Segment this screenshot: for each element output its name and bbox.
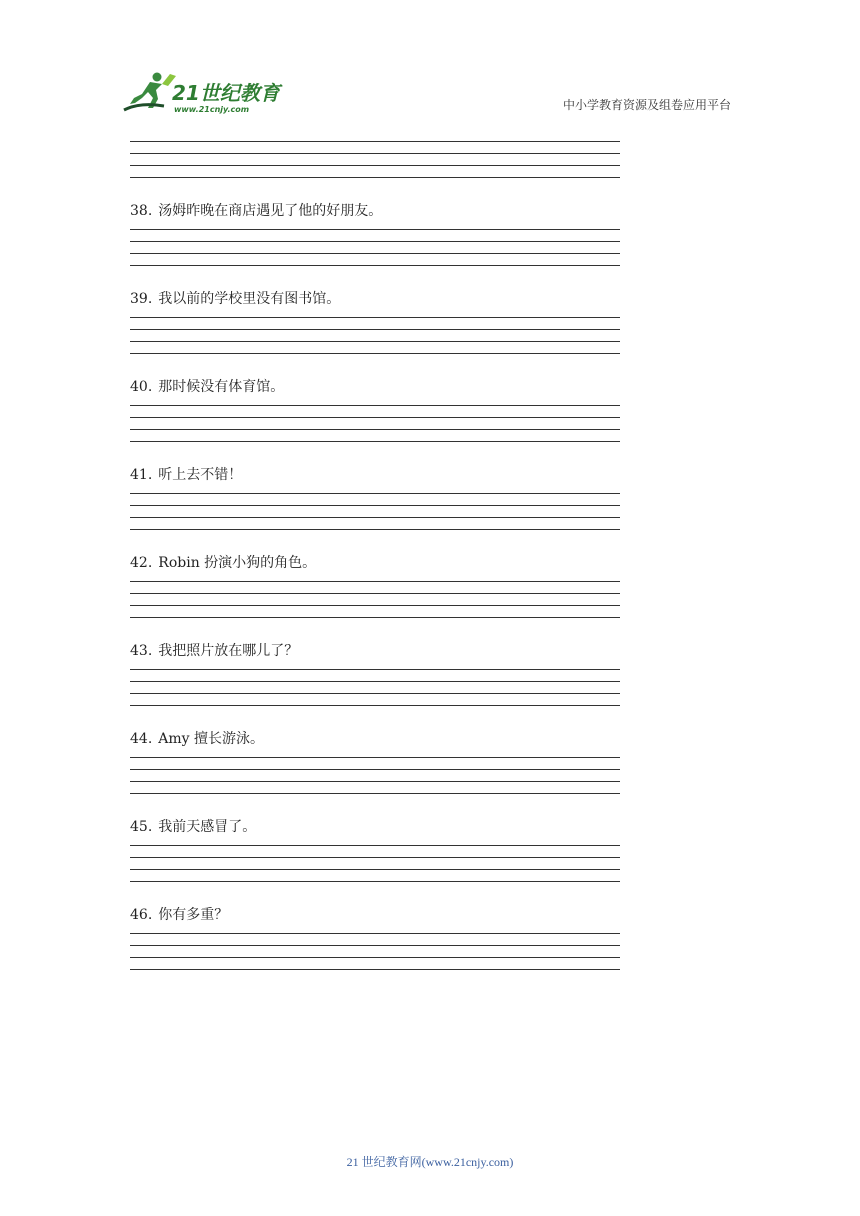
answer-line[interactable]: [130, 242, 620, 254]
answer-line[interactable]: [130, 230, 620, 242]
question-item: [130, 706, 620, 794]
question-sentence: 那时候没有体育馆。: [158, 379, 285, 395]
answer-line[interactable]: [130, 318, 620, 330]
question-item: [130, 530, 620, 618]
answer-line[interactable]: [130, 870, 620, 882]
answer-line[interactable]: [130, 506, 620, 518]
answer-lines[interactable]: [130, 842, 620, 882]
answer-lines[interactable]: [130, 314, 620, 354]
answer-line[interactable]: [130, 594, 620, 606]
question-number: 39: [130, 291, 148, 307]
question-text: 46. 你有多重？: [130, 907, 229, 923]
question-text: 38. 汤姆昨晚在商店遇见了他的好朋友。: [130, 203, 383, 219]
page-header: [0, 0, 860, 120]
answer-line[interactable]: [130, 254, 620, 266]
question-sentence: 汤姆昨晚在商店遇见了他的好朋友。: [158, 203, 383, 219]
answer-line[interactable]: [130, 934, 620, 946]
question-text: 41. 听上去不错！: [130, 467, 243, 483]
question-item: [130, 794, 620, 882]
answer-line[interactable]: [130, 758, 620, 770]
answer-line[interactable]: [130, 694, 620, 706]
logo-url: www.21cnjy.com: [174, 105, 250, 114]
question-sentence: Amy 擅长游泳。: [158, 731, 265, 747]
answer-line[interactable]: [130, 582, 620, 594]
answer-line[interactable]: [130, 682, 620, 694]
question-number: 42: [130, 555, 148, 571]
question-sentence: 听上去不错！: [158, 467, 243, 483]
question-sentence: 我前天感冒了。: [158, 819, 257, 835]
question-text: 44. Amy 擅长游泳。: [130, 731, 265, 747]
answer-line[interactable]: [130, 330, 620, 342]
question-text: 42. Robin 扮演小狗的角色。: [130, 555, 317, 571]
question-item: [130, 618, 620, 706]
answer-line[interactable]: [130, 418, 620, 430]
question-item: [130, 882, 620, 970]
question-number: 41: [130, 467, 148, 483]
answer-line[interactable]: [130, 518, 620, 530]
answer-lines[interactable]: [130, 490, 620, 530]
answer-lines[interactable]: [130, 666, 620, 706]
question-number: 43: [130, 643, 148, 659]
question-item: [130, 354, 620, 442]
answer-line[interactable]: [130, 770, 620, 782]
question-number: 44: [130, 731, 148, 747]
answer-lines: [130, 138, 620, 178]
answer-lines[interactable]: [130, 578, 620, 618]
question-sentence: 我把照片放在哪儿了？: [158, 643, 299, 659]
answer-line[interactable]: [130, 782, 620, 794]
answer-line[interactable]: [130, 670, 620, 682]
question-item: [130, 178, 620, 266]
answer-line[interactable]: [130, 430, 620, 442]
answer-line: [130, 142, 620, 154]
question-number: 40: [130, 379, 148, 395]
question-sentence: 我以前的学校里没有图书馆。: [158, 291, 341, 307]
runner-icon: [124, 73, 176, 111]
question-item: [130, 266, 620, 354]
header-platform-text: 中小学教育资源及组卷应用平台: [562, 98, 731, 112]
question-number: 46: [130, 907, 148, 923]
answer-line[interactable]: [130, 494, 620, 506]
logo: [120, 68, 295, 118]
question-item: [130, 442, 620, 530]
answer-line[interactable]: [130, 858, 620, 870]
answer-line[interactable]: [130, 958, 620, 970]
answer-lines[interactable]: [130, 930, 620, 970]
question-text: 40. 那时候没有体育馆。: [130, 379, 285, 395]
question-sentence: 你有多重？: [158, 907, 229, 923]
worksheet-content: [130, 138, 620, 970]
answer-line: [130, 154, 620, 166]
question-number: 38: [130, 203, 148, 219]
answer-line[interactable]: [130, 846, 620, 858]
question-number: 45: [130, 819, 148, 835]
logo-title: 21世纪教育: [172, 81, 280, 105]
question-text: 43. 我把照片放在哪儿了？: [130, 643, 299, 659]
answer-lines[interactable]: [130, 402, 620, 442]
answer-line[interactable]: [130, 606, 620, 618]
answer-line[interactable]: [130, 406, 620, 418]
question-list: [130, 178, 620, 970]
question-sentence: Robin 扮演小狗的角色。: [158, 555, 317, 571]
page-footer: 21 世纪教育网(www.21cnjy.com): [346, 1155, 514, 1169]
answer-line[interactable]: [130, 946, 620, 958]
question-text: 45. 我前天感冒了。: [130, 819, 257, 835]
question-text: 39. 我以前的学校里没有图书馆。: [130, 291, 341, 307]
answer-line: [130, 166, 620, 178]
answer-lines[interactable]: [130, 226, 620, 266]
answer-line[interactable]: [130, 342, 620, 354]
answer-lines[interactable]: [130, 754, 620, 794]
